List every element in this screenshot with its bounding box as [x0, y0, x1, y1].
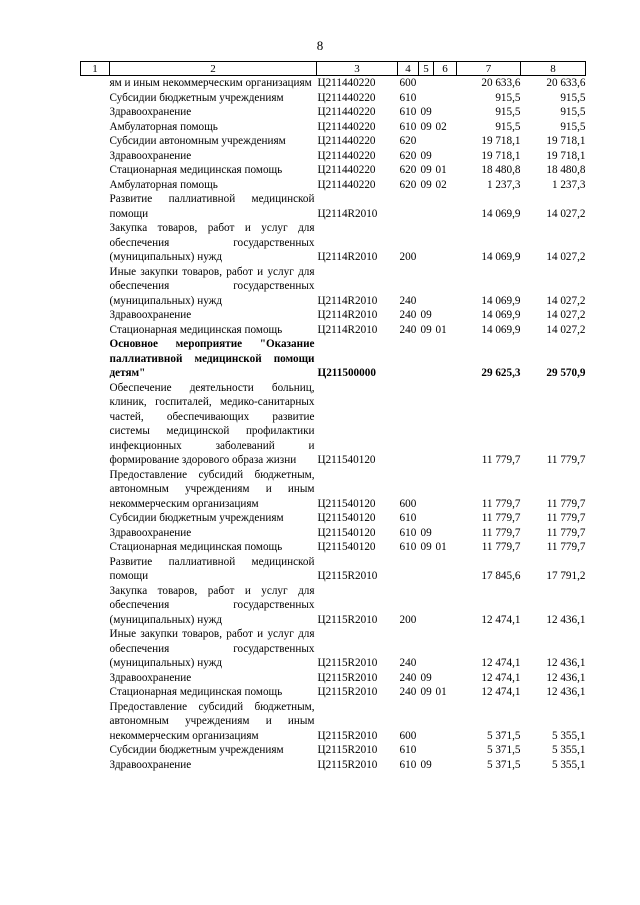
row-name-cell: Здравоохранение	[109, 309, 192, 321]
row-pr-cell	[434, 91, 457, 106]
row-index-cell	[81, 627, 110, 671]
row-rz-cell	[419, 468, 434, 512]
row-rz-cell: 09	[420, 671, 432, 684]
row-pr-cell	[434, 265, 457, 309]
row-value-2022-cell: 5 355,1	[551, 744, 586, 756]
row-index-cell	[81, 337, 110, 381]
row-rz-cell	[419, 381, 434, 468]
table-row	[81, 743, 586, 758]
row-value-2022-cell: 11 779,7	[546, 541, 586, 553]
row-vr-cell: 620	[399, 164, 417, 176]
table-row	[81, 468, 586, 512]
row-value-2021-cell: 14 069,9	[481, 251, 521, 263]
row-name-cell: Закупка товаров, работ и услуг для обеспечения государственных (муниципальных) нужд	[109, 222, 315, 263]
row-vr-cell: 600	[399, 77, 417, 89]
row-code-cell: Ц2115R2010	[317, 744, 378, 756]
row-vr-cell: 610	[399, 541, 417, 553]
table-row	[81, 308, 586, 323]
table-row	[81, 685, 586, 700]
row-code-cell: Ц2115R2010	[317, 613, 378, 626]
row-vr-cell: 620	[399, 135, 417, 147]
column-header: 8	[521, 62, 586, 76]
table-header	[81, 62, 586, 76]
row-value-2021-cell: 14 069,9	[481, 207, 521, 220]
row-value-2021-cell: 29 625,3	[481, 367, 521, 379]
row-name-cell: Амбулаторная помощь	[109, 120, 218, 133]
row-pr-cell	[434, 308, 457, 323]
row-index-cell	[81, 511, 110, 526]
row-code-cell: Ц211540120	[317, 541, 376, 553]
row-vr-cell: 240	[399, 657, 417, 669]
row-code-cell: Ц211440220	[317, 149, 376, 162]
table-row	[81, 192, 586, 221]
row-value-2021-cell: 14 069,9	[481, 309, 521, 321]
row-vr-cell	[398, 337, 419, 381]
row-value-2022-cell: 5 355,1	[551, 729, 586, 742]
row-vr-cell: 200	[399, 251, 417, 263]
column-header: 4	[398, 62, 419, 76]
row-value-2022-cell: 11 779,7	[546, 512, 586, 524]
column-header: 1	[81, 62, 110, 76]
row-value-2021-cell: 5 371,5	[486, 744, 521, 756]
row-index-cell	[81, 76, 110, 91]
row-rz-cell	[419, 743, 434, 758]
row-rz-cell	[419, 627, 434, 671]
table-row	[81, 627, 586, 671]
row-name-cell: Основное мероприятие "Оказание паллиативной медицинской помощи детям"	[109, 338, 315, 379]
table-row	[81, 76, 586, 91]
row-index-cell	[81, 743, 110, 758]
row-name-cell: Субсидии бюджетным учреждениям	[109, 91, 284, 104]
table-row	[81, 700, 586, 744]
row-value-2021-cell: 12 474,1	[481, 657, 521, 669]
row-vr-cell	[398, 192, 419, 221]
row-index-cell	[81, 758, 110, 773]
table-body	[81, 76, 586, 773]
row-value-2022-cell: 11 779,7	[546, 526, 586, 539]
row-pr-cell	[434, 758, 457, 773]
table-row	[81, 265, 586, 309]
row-name-cell: Здравоохранение	[109, 106, 192, 118]
row-pr-cell	[434, 511, 457, 526]
row-value-2022-cell: 14 027,2	[546, 251, 586, 263]
row-vr-cell: 610	[399, 758, 417, 771]
row-code-cell: Ц211540120	[317, 512, 376, 524]
row-rz-cell: 09	[420, 120, 432, 133]
column-header: 2	[110, 62, 317, 76]
row-pr-cell: 01	[435, 164, 447, 176]
table-row	[81, 381, 586, 468]
table-row	[81, 134, 586, 149]
row-value-2022-cell: 29 570,9	[546, 367, 586, 379]
row-code-cell: Ц2115R2010	[317, 686, 378, 698]
row-code-cell: Ц2114R2010	[317, 207, 378, 220]
row-vr-cell: 610	[399, 744, 417, 756]
row-pr-cell	[434, 700, 457, 744]
row-name-cell: Развитие паллиативной медицинской помощи	[109, 555, 315, 582]
row-rz-cell	[419, 76, 434, 91]
row-name-cell: Субсидии бюджетным учреждениям	[109, 744, 284, 756]
row-pr-cell	[434, 743, 457, 758]
row-vr-cell	[398, 381, 419, 468]
row-vr-cell: 610	[399, 526, 417, 539]
table-row	[81, 105, 586, 120]
row-index-cell	[81, 149, 110, 164]
row-code-cell: Ц211440220	[317, 77, 376, 89]
row-name-cell: Амбулаторная помощь	[109, 178, 218, 191]
row-pr-cell	[434, 134, 457, 149]
row-code-cell: Ц2115R2010	[317, 671, 378, 684]
row-name-cell: Здравоохранение	[109, 671, 192, 684]
row-rz-cell: 09	[420, 526, 432, 539]
row-code-cell: Ц2115R2010	[317, 657, 378, 669]
row-rz-cell: 09	[420, 178, 432, 191]
row-value-2022-cell: 12 436,1	[546, 613, 586, 626]
row-vr-cell: 600	[399, 497, 417, 510]
column-header: 6	[434, 62, 457, 76]
row-name-cell: Предоставление субсидий бюджетным, автономным учреждениям и иным некоммерческим организациям	[109, 700, 315, 742]
row-name-cell: Субсидии бюджетным учреждениям	[109, 512, 284, 524]
row-index-cell	[81, 192, 110, 221]
row-index-cell	[81, 555, 110, 584]
row-index-cell	[81, 308, 110, 323]
row-name-cell: Здравоохранение	[109, 526, 192, 539]
table-row	[81, 584, 586, 628]
row-index-cell	[81, 468, 110, 512]
row-pr-cell	[434, 221, 457, 265]
row-value-2021-cell: 5 371,5	[486, 758, 521, 771]
row-pr-cell: 01	[435, 323, 447, 336]
row-pr-cell	[434, 76, 457, 91]
row-code-cell: Ц211440220	[317, 120, 376, 133]
row-name-cell: Стационарная медицинская помощь	[109, 164, 283, 176]
table-row	[81, 149, 586, 164]
row-pr-cell	[434, 149, 457, 164]
row-value-2022-cell: 12 436,1	[546, 657, 586, 669]
column-header: 7	[457, 62, 521, 76]
table-row	[81, 671, 586, 686]
row-vr-cell: 240	[399, 671, 417, 684]
row-rz-cell	[419, 555, 434, 584]
row-value-2021-cell: 12 474,1	[481, 613, 521, 626]
row-rz-cell: 09	[420, 758, 432, 771]
row-vr-cell: 200	[399, 613, 417, 626]
table-row	[81, 91, 586, 106]
row-value-2021-cell: 11 779,7	[481, 454, 521, 466]
header-row	[81, 62, 586, 76]
row-value-2022-cell: 11 779,7	[546, 497, 586, 510]
row-vr-cell: 610	[399, 106, 417, 118]
row-index-cell	[81, 178, 110, 193]
row-code-cell: Ц211440220	[317, 135, 376, 147]
row-pr-cell	[434, 381, 457, 468]
row-rz-cell	[419, 91, 434, 106]
row-code-cell: Ц2115R2010	[317, 570, 378, 582]
table-row	[81, 120, 586, 135]
column-header: 5	[419, 62, 434, 76]
budget-table	[80, 61, 586, 772]
row-index-cell	[81, 540, 110, 555]
row-code-cell: Ц2115R2010	[317, 729, 378, 742]
row-name-cell: Стационарная медицинская помощь	[109, 323, 283, 336]
row-pr-cell	[434, 526, 457, 541]
row-index-cell	[81, 584, 110, 628]
row-name-cell: Здравоохранение	[109, 758, 192, 771]
row-pr-cell	[434, 105, 457, 120]
row-value-2021-cell: 19 718,1	[481, 149, 521, 162]
row-index-cell	[81, 265, 110, 309]
row-value-2021-cell: 14 069,9	[481, 294, 521, 307]
column-header: 3	[317, 62, 398, 76]
row-value-2022-cell: 12 436,1	[546, 671, 586, 684]
table-row	[81, 163, 586, 178]
table-row	[81, 323, 586, 338]
table-row	[81, 758, 586, 773]
table-row	[81, 221, 586, 265]
row-value-2021-cell: 20 633,6	[481, 77, 521, 89]
row-rz-cell	[419, 337, 434, 381]
row-code-cell: Ц2115R2010	[317, 758, 378, 771]
row-value-2022-cell: 915,5	[560, 106, 586, 118]
row-vr-cell: 240	[399, 309, 417, 321]
table-row	[81, 555, 586, 584]
row-pr-cell	[434, 192, 457, 221]
row-index-cell	[81, 134, 110, 149]
row-value-2021-cell: 12 474,1	[481, 686, 521, 698]
row-code-cell: Ц211440220	[317, 164, 376, 176]
row-vr-cell: 240	[399, 686, 417, 698]
row-rz-cell: 09	[420, 149, 432, 162]
row-rz-cell	[419, 221, 434, 265]
row-pr-cell	[434, 584, 457, 628]
row-pr-cell: 01	[435, 686, 447, 698]
row-rz-cell: 09	[420, 686, 432, 698]
row-index-cell	[81, 163, 110, 178]
row-value-2022-cell: 915,5	[560, 120, 586, 133]
row-name-cell: Стационарная медицинская помощь	[109, 686, 283, 698]
row-value-2021-cell: 5 371,5	[486, 729, 521, 742]
row-index-cell	[81, 221, 110, 265]
row-value-2022-cell: 11 779,7	[546, 454, 586, 466]
row-value-2021-cell: 18 480,8	[481, 164, 521, 176]
row-index-cell	[81, 700, 110, 744]
row-value-2022-cell: 14 027,2	[546, 309, 586, 321]
row-name-cell: Развитие паллиативной медицинской помощи	[109, 193, 315, 220]
row-rz-cell	[419, 192, 434, 221]
row-value-2022-cell: 14 027,2	[546, 323, 586, 336]
row-vr-cell: 610	[399, 91, 417, 104]
row-pr-cell	[434, 627, 457, 671]
page-number: 8	[316, 38, 324, 53]
row-rz-cell: 09	[420, 323, 432, 336]
row-rz-cell: 09	[420, 164, 432, 176]
row-value-2021-cell: 14 069,9	[481, 323, 521, 336]
row-code-cell: Ц2114R2010	[317, 251, 378, 263]
row-index-cell	[81, 526, 110, 541]
row-code-cell: Ц2114R2010	[317, 323, 378, 336]
row-value-2021-cell: 12 474,1	[481, 671, 521, 684]
row-name-cell: Иные закупки товаров, работ и услуг для обеспечения государственных (муниципальных) нужд	[109, 265, 315, 307]
row-vr-cell: 600	[399, 729, 417, 742]
table-row	[81, 337, 586, 381]
row-value-2021-cell: 17 845,6	[481, 570, 521, 582]
row-code-cell: Ц211440220	[317, 178, 376, 191]
row-value-2021-cell: 11 779,7	[481, 526, 521, 539]
row-value-2022-cell: 12 436,1	[546, 686, 586, 698]
row-code-cell: Ц211440220	[317, 106, 376, 118]
row-code-cell: Ц211540120	[317, 497, 376, 510]
row-code-cell: Ц211500000	[317, 367, 376, 379]
row-value-2022-cell: 17 791,2	[546, 570, 586, 582]
row-index-cell	[81, 105, 110, 120]
row-name-cell: Здравоохранение	[109, 149, 192, 162]
row-value-2022-cell: 20 633,6	[546, 77, 586, 89]
row-index-cell	[81, 323, 110, 338]
row-name-cell: Стационарная медицинская помощь	[109, 541, 283, 553]
row-name-cell: Закупка товаров, работ и услуг для обеспечения государственных (муниципальных) нужд	[109, 584, 315, 626]
row-code-cell: Ц211440220	[317, 91, 376, 104]
row-value-2021-cell: 915,5	[495, 120, 521, 133]
row-rz-cell: 09	[420, 309, 432, 321]
row-pr-cell: 02	[435, 120, 447, 133]
row-pr-cell: 01	[435, 541, 447, 553]
row-value-2021-cell: 11 779,7	[481, 512, 521, 524]
row-value-2022-cell: 18 480,8	[546, 164, 586, 176]
row-pr-cell	[434, 468, 457, 512]
table-row	[81, 540, 586, 555]
row-value-2022-cell: 19 718,1	[546, 135, 586, 147]
row-vr-cell: 240	[399, 323, 417, 336]
row-value-2022-cell: 1 237,3	[551, 178, 586, 191]
row-value-2022-cell: 14 027,2	[546, 207, 586, 220]
row-index-cell	[81, 685, 110, 700]
row-code-cell: Ц2114R2010	[317, 309, 378, 321]
row-rz-cell: 09	[420, 541, 432, 553]
row-rz-cell	[419, 265, 434, 309]
row-name-cell: Иные закупки товаров, работ и услуг для обеспечения государственных (муниципальных) нужд	[109, 628, 315, 669]
row-name-cell: ям и иным некоммерческим организациям	[109, 77, 312, 89]
row-value-2022-cell: 5 355,1	[551, 758, 586, 771]
row-rz-cell: 09	[420, 106, 432, 118]
table-row	[81, 511, 586, 526]
row-value-2021-cell: 915,5	[495, 106, 521, 118]
row-name-cell: Субсидии автономным учреждениям	[109, 135, 286, 147]
row-index-cell	[81, 671, 110, 686]
row-value-2022-cell: 19 718,1	[546, 149, 586, 162]
row-value-2021-cell: 11 779,7	[481, 541, 521, 553]
table-row	[81, 178, 586, 193]
row-rz-cell	[419, 584, 434, 628]
row-value-2022-cell: 14 027,2	[546, 294, 586, 307]
row-rz-cell	[419, 134, 434, 149]
row-rz-cell	[419, 511, 434, 526]
row-pr-cell	[434, 337, 457, 381]
row-vr-cell	[398, 555, 419, 584]
row-vr-cell: 620	[399, 149, 417, 162]
row-vr-cell: 610	[399, 120, 417, 133]
row-value-2022-cell: 915,5	[560, 91, 586, 104]
row-index-cell	[81, 91, 110, 106]
row-index-cell	[81, 381, 110, 468]
row-rz-cell	[419, 700, 434, 744]
row-vr-cell: 240	[399, 294, 417, 307]
row-value-2021-cell: 19 718,1	[481, 135, 521, 147]
row-vr-cell: 620	[399, 178, 417, 191]
row-code-cell: Ц211540120	[317, 454, 376, 466]
row-value-2021-cell: 915,5	[495, 91, 521, 104]
row-pr-cell: 02	[435, 178, 447, 191]
row-index-cell	[81, 120, 110, 135]
row-pr-cell	[434, 671, 457, 686]
table-row	[81, 526, 586, 541]
row-name-cell: Предоставление субсидий бюджетным, автономным учреждениям и иным некоммерческим организациям	[109, 468, 315, 510]
row-name-cell: Обеспечение деятельности больниц, клиник, госпиталей, медико-санитарных частей, обеспечивающих развитие системы медицинской профилактики инфекционных заболеваний и формирование здорового образа жизни	[109, 381, 315, 466]
row-vr-cell: 610	[399, 512, 417, 524]
row-value-2021-cell: 11 779,7	[481, 497, 521, 510]
row-code-cell: Ц2114R2010	[317, 294, 378, 307]
row-value-2021-cell: 1 237,3	[486, 178, 521, 191]
row-pr-cell	[434, 555, 457, 584]
row-code-cell: Ц211540120	[317, 526, 376, 539]
